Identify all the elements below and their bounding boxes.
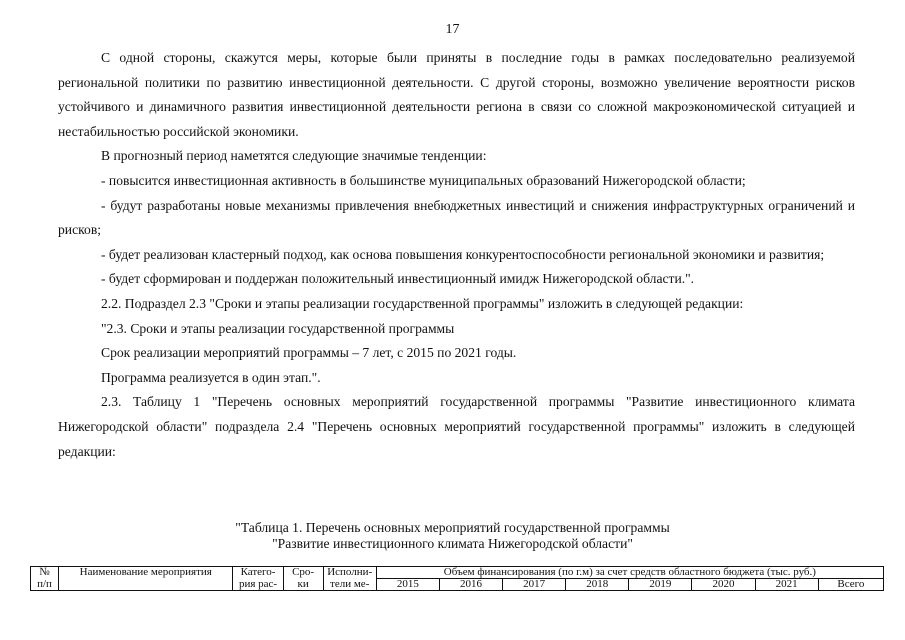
header-executors: Исполни- [323, 567, 376, 579]
paragraph: - будет реализован кластерный подход, как основа повышения конкурентоспособности региональной экономики и развития; [101, 246, 825, 262]
table-caption-line2: "Развитие инвестиционного климата Нижегородской области" [272, 536, 633, 551]
paragraph: 2.3. Таблицу 1 "Перечень основных мероприятий государственной программы "Развитие инвестиционного климата Нижегородской области" подраздела 2.4 "Перечень основных мероприятий государственной программы" изложить в следующей редакции: [58, 394, 855, 459]
table-header-row [31, 579, 884, 591]
table-caption [0, 520, 905, 552]
page-number: 17 [445, 22, 460, 37]
paragraph: "2.3. Сроки и этапы реализации государственной программы [101, 320, 455, 336]
header-category-cont: рия рас- [233, 579, 283, 591]
header-year: 2021 [755, 579, 818, 591]
table-caption-line1: "Таблица 1. Перечень основных мероприятий государственной программы [235, 520, 670, 535]
header-year: 2020 [692, 579, 755, 591]
table-header-row [31, 567, 884, 579]
header-year: 2016 [439, 579, 502, 591]
header-name-cont [59, 579, 233, 591]
paragraph: В прогнозный период наметятся следующие значимые тенденции: [101, 148, 487, 164]
paragraph: - будут разработаны новые механизмы привлечения внебюджетных инвестиций и снижения инфраструктурных ограничений и рисков; [58, 197, 855, 238]
header-total: Всего [818, 579, 883, 591]
paragraph: С одной стороны, скажутся меры, которые были приняты в последние годы в рамках последовательно реализуемой региональной политики по развитию инвестиционной деятельности. С другой стороны, возможно увеличение вероятности рисков устойчивого и динамичного развития инвестиционной деятельности региона в связи со сложной макроэкономической ситуацией и нестабильностью российской экономики. [58, 50, 855, 139]
paragraph: - будет сформирован и поддержан положительный инвестиционный имидж Нижегородской области.". [101, 271, 695, 287]
header-num-cont: п/п [31, 579, 59, 591]
header-num: № [31, 567, 59, 579]
paragraph: Срок реализации мероприятий программы – 7 лет, с 2015 по 2021 годы. [101, 345, 517, 361]
header-category: Катего- [233, 567, 283, 579]
header-terms-cont: ки [283, 579, 323, 591]
header-executors-cont: тели ме- [323, 579, 376, 591]
header-year: 2018 [566, 579, 629, 591]
header-year: 2019 [629, 579, 692, 591]
header-terms: Сро- [283, 567, 323, 579]
paragraph: Программа реализуется в один этап.". [101, 369, 321, 385]
header-funding: Объем финансирования (по г.м) за счет средств областного бюджета (тыс. руб.) [376, 567, 883, 579]
paragraph: 2.2. Подраздел 2.3 "Сроки и этапы реализации государственной программы" изложить в следующей редакции: [101, 295, 744, 311]
document-body [58, 46, 855, 464]
header-year: 2015 [376, 579, 439, 591]
header-name: Наименование мероприятия [59, 567, 233, 579]
header-year: 2017 [503, 579, 566, 591]
paragraph: - повысится инвестиционная активность в большинстве муниципальных образований Нижегородской области; [101, 172, 746, 188]
measures-table [30, 566, 884, 591]
